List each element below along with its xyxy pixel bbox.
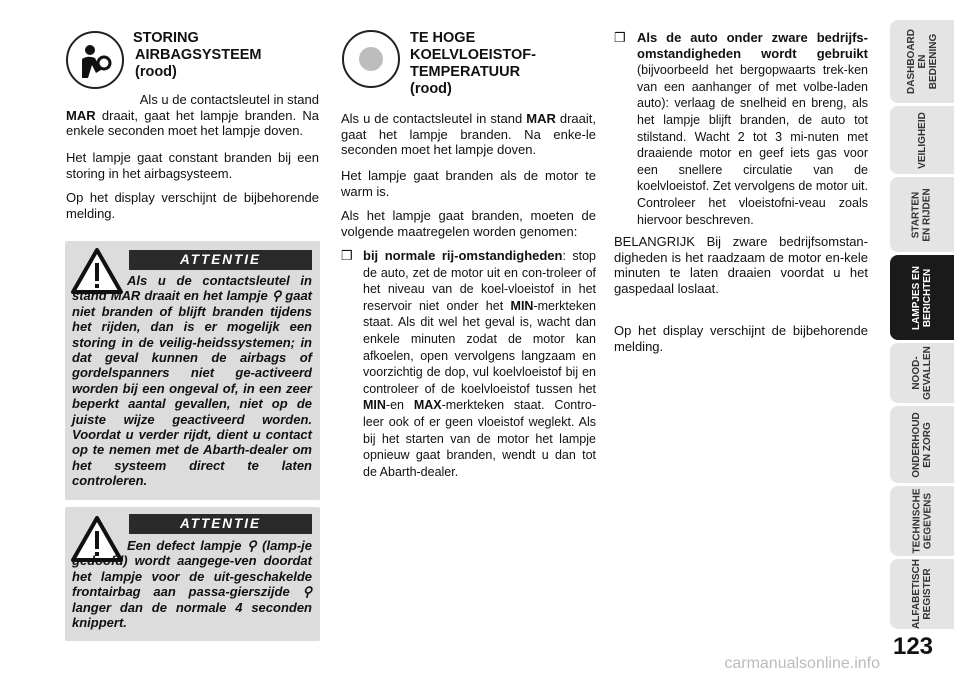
coolant-paragraph-1: Als u de contactsleutel in stand MAR draait, gaat het lampje branden. Na enke-le seconden moet het lampje doven. [341,111,596,158]
coolant-temperature-icon [342,30,400,88]
tab-alfabetisch-register[interactable]: ALFABETISCH REGISTER [890,559,954,629]
bullet-marker: ❒ [341,248,353,263]
bullet-marker: ❒ [614,30,626,45]
coolant-paragraph-2: Het lampje gaat branden als de motor te warm is. [341,168,596,199]
heavy-duty-bullet: Als de auto onder zware bedrijfs-omstandigheden wordt gebruikt (bijvoorbeeld het bergopwaarts trek-ken van een aanhanger of met volbe-laden auto): verlaag de snelheid en breng, als het lampje blijft branden, de auto tot stilstand. Wacht 2 tot 3 mi-nuten met draaiende motor en geef iets gas voor een snellere circulatie van de koelvloeistof. Zet vervolgens de motor uit. Controleer het vloeistofni-veau zoals hiervoor beschreven. [637,30,868,227]
passenger-airbag-inline-icon: ⚲ [302,584,312,600]
watermark: carmanualsonline.info [724,655,880,672]
coolant-bullet-normal: bij normale rij-omstandigheden: stop de auto, zet de motor uit en con-troleer of het niveau van de koel-vloeistof in het reservoir niet onder het MIN-merkteken staat. Als dit wel het geval is, wacht dan enkele minuten zodat de motor kan afkoelen, open vervolgens langzaam en voorzichtig de dop, vul koelvloeistof bij en controleer of de koelvloeistof tussen het MIN-en MAX-merkteken staat. Contro-leer ook of er geen vloeistof weglekt. Als bij het starten van de motor het lampje opnieuw gaat branden, wendt u dan tot de Abarth-dealer. [363,248,597,479]
belangrijk-paragraph: BELANGRIJK Bij zware bedrijfsomstan-digheden is het raadzaam de motor en-kele minuten te laten draaien voordat u het gaspedaal loslaat. [614,234,868,296]
warning-text-1: Als u de contactsleutel in stand MAR draait en het lampje ⚲ gaat niet branden of blijft branden tijdens het rijden, dan is er mogelijk een storing in de veilig-heidssystemen; in dat geval kunnen de airbags of gordelspanners niet ge-activeerd worden bij een ongeval of, in een zeer beperkt aantal gevallen, niet op de juiste wijze geactiveerd worden. Voordat u verder rijdt, dient u contact op te nemen met de Abarth-dealer om het systeem direct te laten controleren. [72,273,313,489]
airbag-inline-icon: ⚲ [271,288,282,304]
display-message-paragraph: Op het display verschijnt de bijbehorende melding. [614,323,868,354]
airbag-paragraph-2: Het lampje gaat constant branden bij een storing in het airbagsysteem. [66,150,319,181]
tab-technische-gegevens[interactable]: TECHNISCHE GEGEVENS [890,486,954,556]
warning-box-1 [65,241,320,500]
airbag-paragraph-3: Op het display verschijnt de bijbehorende melding. [66,190,319,221]
attentie-label-1: ATTENTIE [129,250,312,270]
coolant-heading: TE HOGE KOELVLOEISTOF- TEMPERATUUR (rood) [410,30,536,97]
tab-onderhoud-en-zorg[interactable]: ONDERHOUD EN ZORG [890,406,954,483]
tab-noodgevallen[interactable]: NOOD- GEVALLEN [890,343,954,403]
attentie-label-2: ATTENTIE [129,514,312,534]
airbag-inline-icon: ⚲ [247,538,257,553]
page-number: 123 [892,633,934,660]
warning-box-2 [65,507,320,641]
warning-text-2: Een defect lampje ⚲ (lamp-je gedoofd) wordt aangege-ven doordat het lampje voor de uit-geschakelde frontairbag aan passa-gierszijde ⚲ langer dan de normale 4 seconden knippert. [72,538,312,631]
tab-starten-en-rijden[interactable]: STARTEN EN RIJDEN [890,177,954,252]
airbag-warning-icon [66,31,124,89]
airbag-paragraph-1: Als u de contactsleutel in stand MAR draait, gaat het lampje branden. Na enkele seconden moet het lampje doven. [66,92,319,139]
coolant-paragraph-3: Als het lampje gaat branden, moeten de volgende maatregelen worden genomen: [341,208,596,239]
tab-dashboard-en-bediening[interactable]: DASHBOARD EN BEDIENING [890,20,954,103]
tab-veiligheid[interactable]: VEILIGHEID [890,106,954,174]
airbag-heading: STORING AIRBAGSYSTEEM (rood) [133,30,262,80]
tab-lampjes-en-berichten[interactable]: LAMPJES EN BERICHTEN [890,255,954,340]
